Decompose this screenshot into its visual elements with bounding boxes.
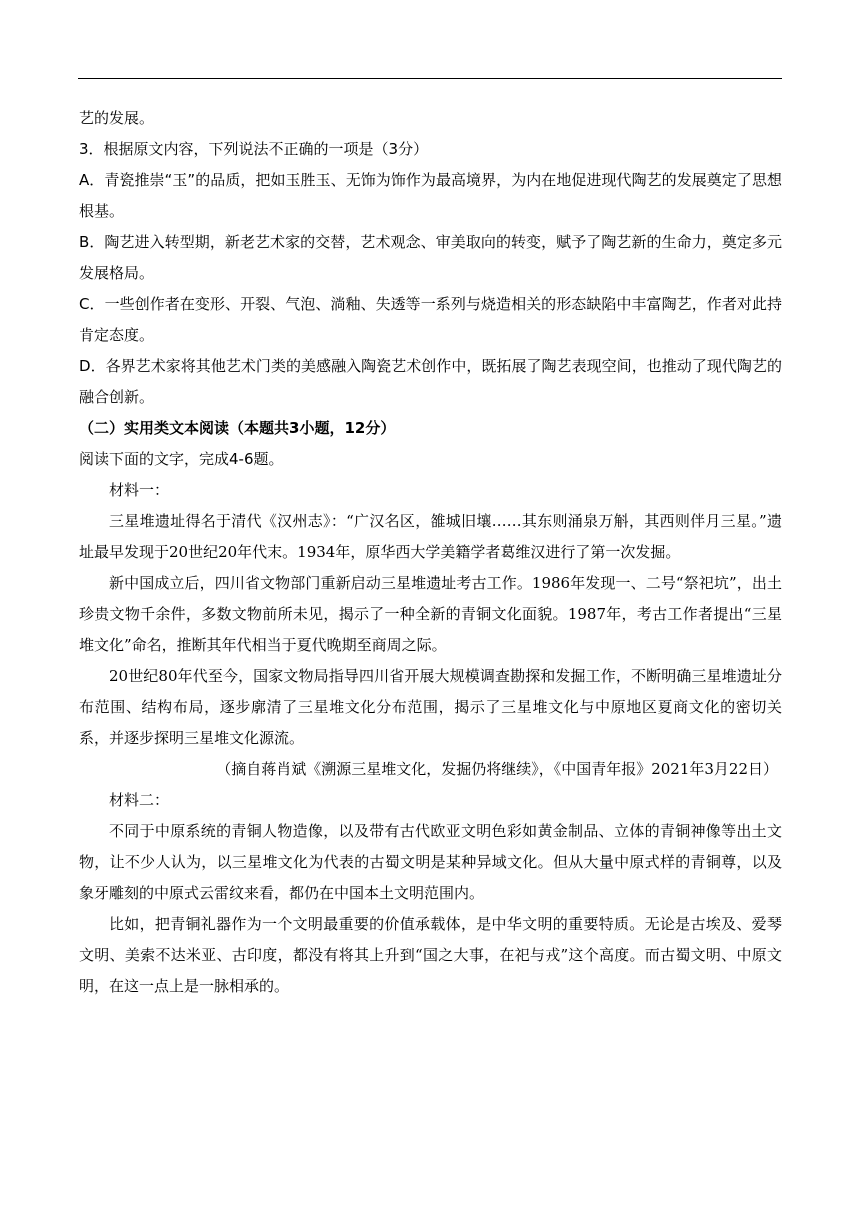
question-3-option-c: C．一些创作者在变形、开裂、气泡、淌釉、失透等一系列与烧造相关的形态缺陷中丰富陶艺，作者对此持肯定态度。 [79,295,782,344]
material-1-source: （摘自蒋肖斌《溯源三星堆文化，发掘仍将继续》，《中国青年报》2021年3月22日） [216,760,778,778]
material-1-paragraph: 三星堆遗址得名于清代《汉州志》：“广汉名区，雒城旧壤……其东则涌泉万斛，其西则伴月三星。”遗址最早发现于20世纪20年代末。1934年，原华西大学美籍学者葛维汉进行了第一次发掘。 [79,512,782,561]
document-body [79,103,782,1002]
section-2-instruction: 阅读下面的文字，完成4-6题。 [79,450,284,468]
material-1-label: 材料一： [109,481,170,499]
material-1-paragraph: 新中国成立后，四川省文物部门重新启动三星堆遗址考古工作。1986年发现一、二号“祭祀坑”，出土珍贵文物千余件，多数文物前所未见，揭示了一种全新的青铜文化面貌。1987年，考古工作者提出“三星堆文化”命名，推断其年代相当于夏代晚期至商周之际。 [79,574,782,654]
section-2-heading: （二）实用类文本阅读（本题共3小题，12分） [79,419,396,437]
continuation-text: 艺的发展。 [79,109,155,127]
header-rule [78,78,782,79]
question-3-option-a: A．青瓷推崇“玉”的品质，把如玉胜玉、无饰为饰作为最高境界，为内在地促进现代陶艺的发展奠定了思想根基。 [79,171,782,220]
question-3-option-b: B．陶艺进入转型期，新老艺术家的交替，艺术观念、审美取向的转变，赋予了陶艺新的生命力，奠定多元发展格局。 [79,233,782,282]
material-2-paragraph: 比如，把青铜礼器作为一个文明最重要的价值承载体，是中华文明的重要特质。无论是古埃及、爱琴文明、美索不达米亚、古印度，都没有将其上升到“国之大事，在祀与戎”这个高度。而古蜀文明、中原文明，在这一点上是一脉相承的。 [79,915,782,995]
material-1-paragraph: 20世纪80年代至今，国家文物局指导四川省开展大规模调查勘探和发掘工作，不断明确三星堆遗址分布范围、结构布局，逐步廓清了三星堆文化分布范围，揭示了三星堆文化与中原地区夏商文化的密切关系，并逐步探明三星堆文化源流。 [79,667,782,747]
material-2-paragraph: 不同于中原系统的青铜人物造像，以及带有古代欧亚文明色彩如黄金制品、立体的青铜神像等出土文物，让不少人认为，以三星堆文化为代表的古蜀文明是某种异域文化。但从大量中原式样的青铜尊，以及象牙雕刻的中原式云雷纹来看，都仍在中国本土文明范围内。 [79,822,782,902]
question-3-stem: 3．根据原文内容，下列说法不正确的一项是（3分） [79,140,429,158]
question-3-option-d: D．各界艺术家将其他艺术门类的美感融入陶瓷艺术创作中，既拓展了陶艺表现空间，也推动了现代陶艺的融合创新。 [79,357,782,406]
material-2-label: 材料二： [109,791,170,809]
